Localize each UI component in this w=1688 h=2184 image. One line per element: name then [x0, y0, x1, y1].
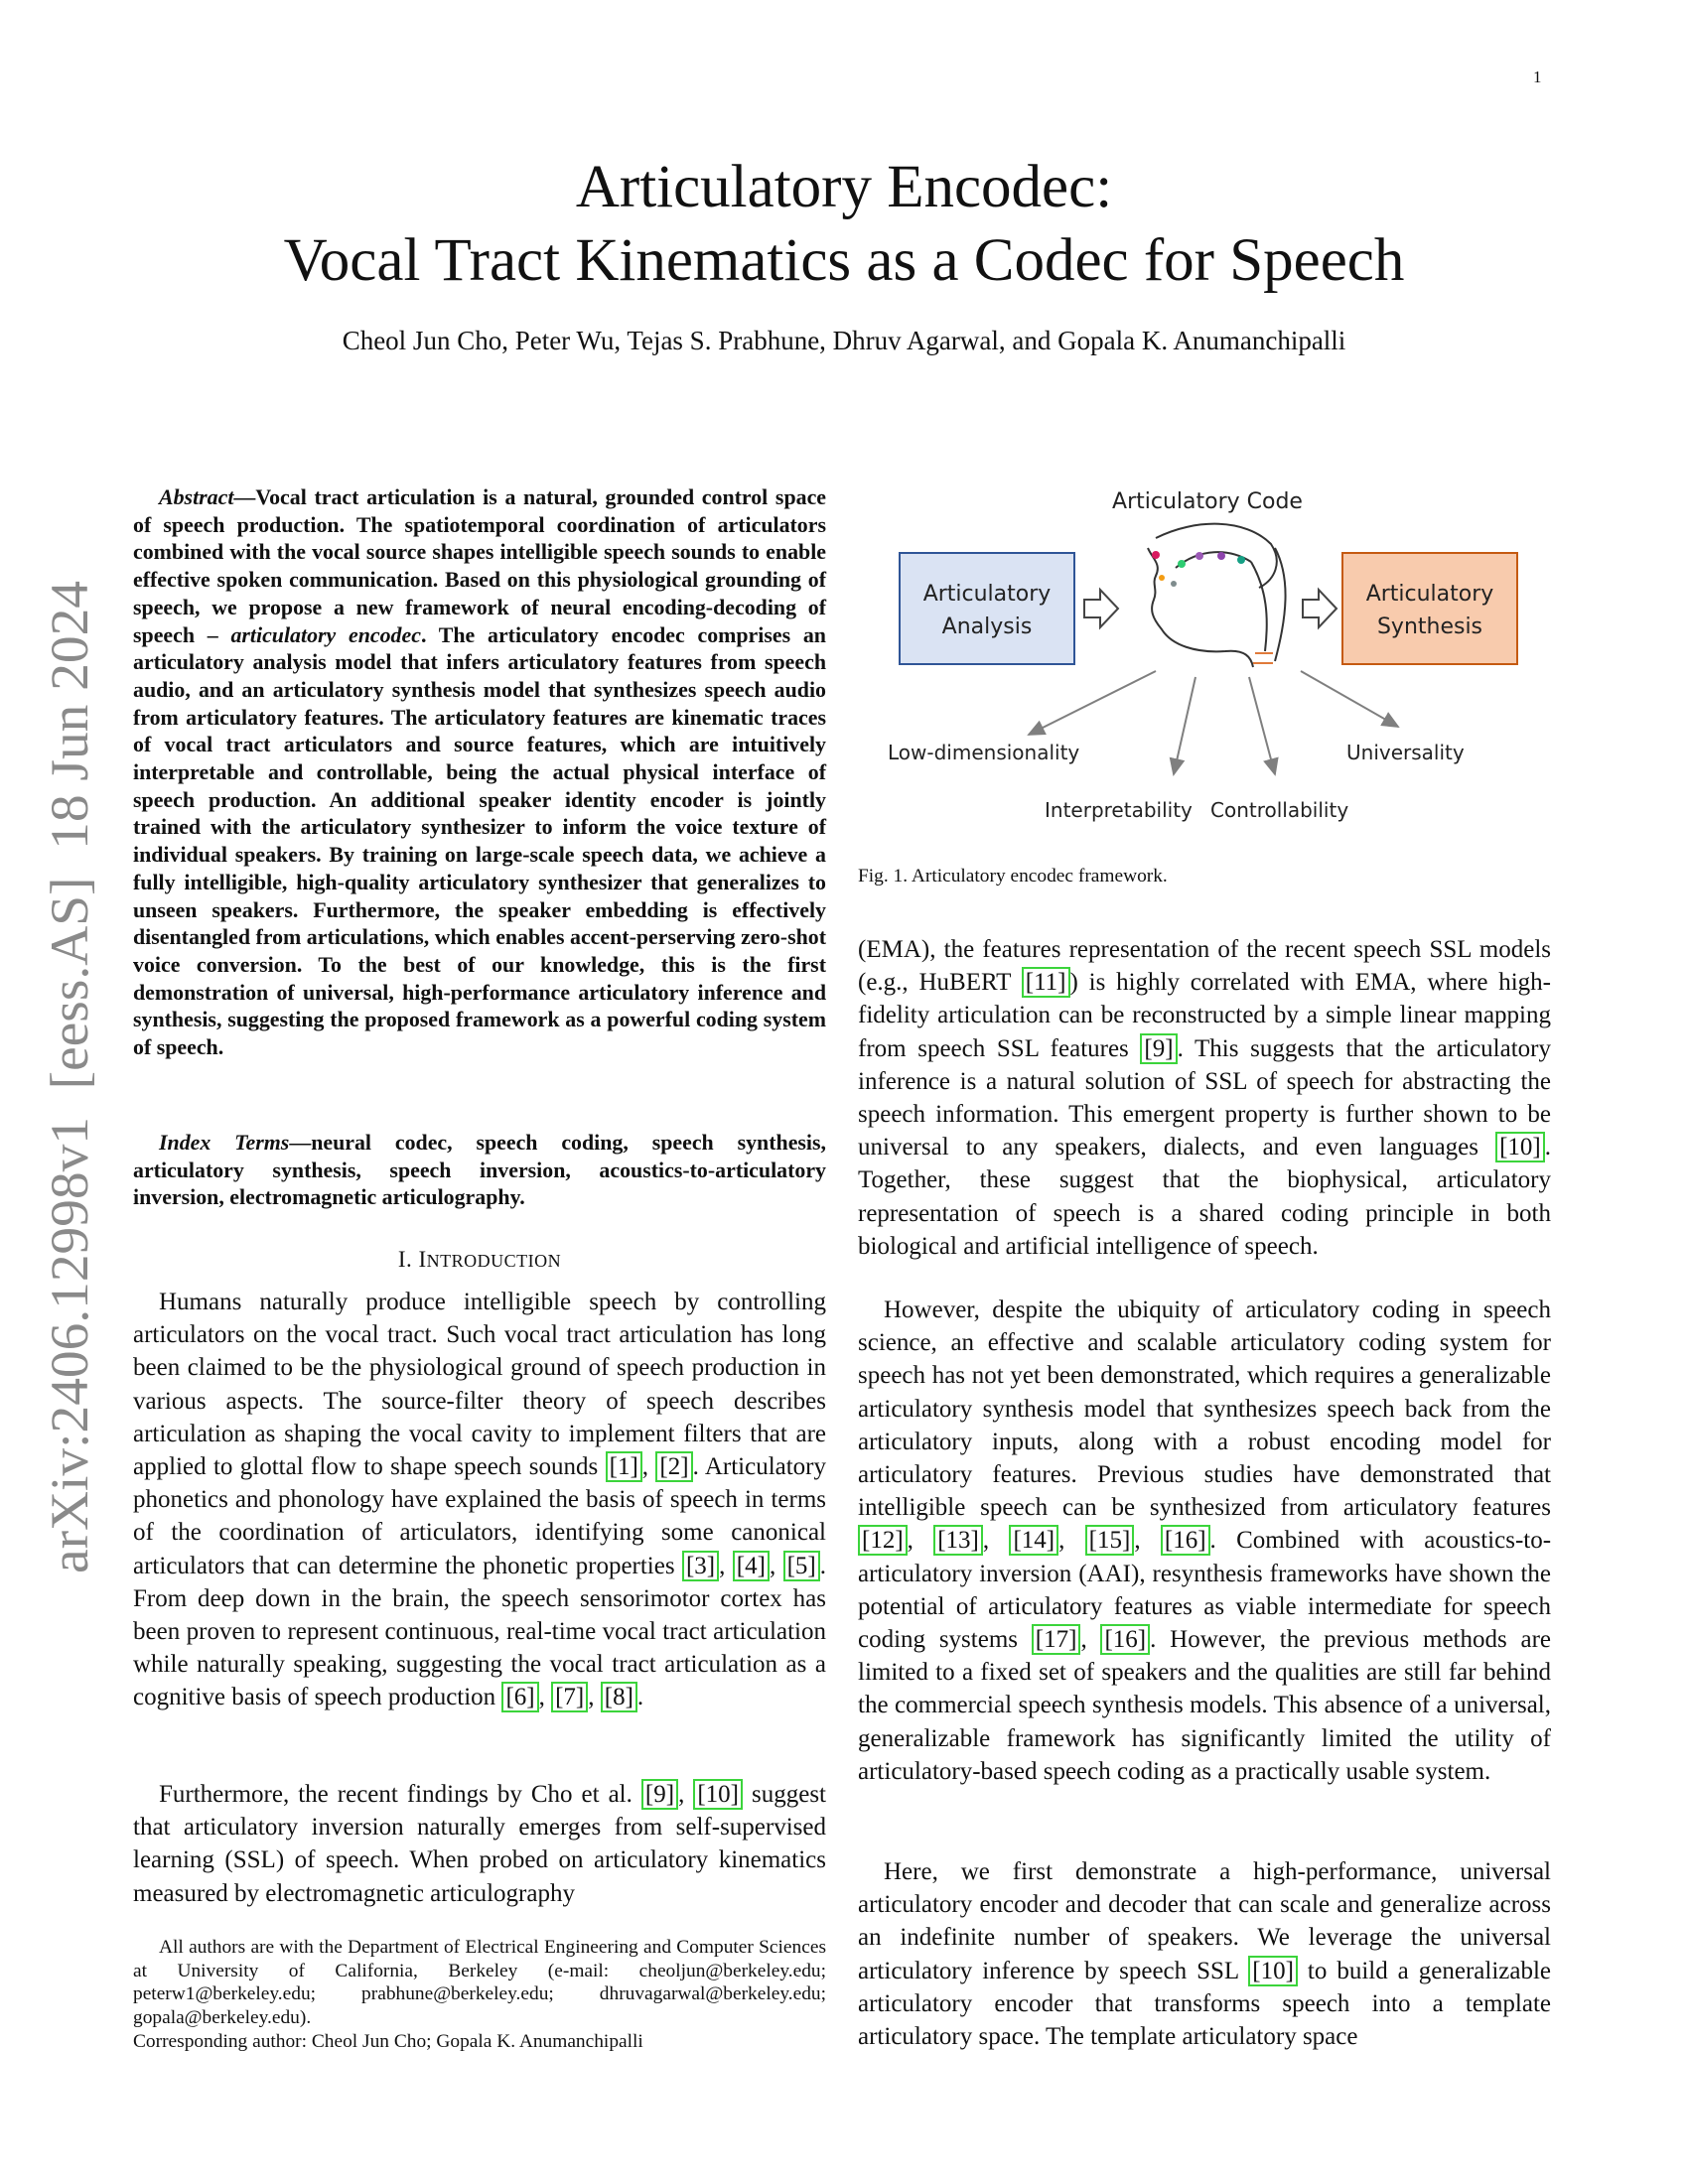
text-run: to build a generalizable articulatory encoder that transforms speech into a template articulatory space. The template articulatory space [858, 1957, 1551, 2051]
figure-caption: Fig. 1. Articulatory encodec framework. [858, 866, 1168, 887]
vocal-folds-mark [1253, 653, 1273, 663]
citation-link[interactable]: [15] [1085, 1525, 1135, 1556]
synthesis-box-line-1: Articulatory [1365, 582, 1494, 607]
text-run: However, despite the ubiquity of articulatory coding in speech science, an effective and scalable articulatory coding system for speech has not yet been demonstrated, which requires a generalizable articulatory synthesis model that synthesizes speech back from the articulatory inputs, along with a robust encoding model for articulatory features. Previous studies have demonstrated that intelligible speech can be synthesized from articulatory features [858, 1297, 1551, 1522]
articulator-sensor [1178, 560, 1186, 568]
abstract-dash: — [233, 484, 256, 509]
text-run: , [769, 1552, 783, 1579]
text-run: , [1080, 1626, 1101, 1654]
abstract-text-1: Vocal tract articulation is a natural, grounded control space of speech production. The spatiotemporal coordination of articulators combined with the vocal source shapes intelligible speech sounds to enable effective spoken communication. Based on this physiological grounding of speech, we propose a new framework of neural encoding-decoding of speech – [133, 484, 826, 647]
index-terms [133, 1129, 826, 1211]
arxiv-stamp-text: arXiv:2406.12998v1 [eess.AS] 18 Jun 2024 [40, 606, 99, 1573]
right-arrow-icon [1303, 590, 1336, 627]
right-paragraph-ema [858, 933, 1551, 1263]
analysis-box-line-1: Articulatory [922, 582, 1052, 607]
citation-link[interactable]: [14] [1009, 1525, 1058, 1556]
citation-link[interactable]: [4] [733, 1551, 770, 1581]
citation-link[interactable]: [16] [1161, 1525, 1210, 1556]
citation-link[interactable]: [9] [641, 1779, 678, 1810]
title-line-2: Vocal Tract Kinematics as a Codec for Speech [283, 227, 1405, 294]
interpretability-label: Interpretability [1045, 798, 1193, 822]
citation-link[interactable]: [12] [858, 1525, 908, 1556]
text-run: Here, we first demonstrate a high-performance, universal articulatory encoder and decoder that can scale and generalize across an indefinite number of speakers. We leverage the universal articulatory inference by speech SSL [858, 1858, 1551, 1984]
text-run: , [982, 1527, 1010, 1555]
citation-link[interactable]: [8] [601, 1682, 637, 1712]
citation-link[interactable]: [16] [1100, 1624, 1150, 1655]
citation-link[interactable]: [7] [551, 1682, 588, 1712]
figure-1 [858, 478, 1551, 846]
citation-link[interactable]: [9] [1140, 1033, 1177, 1064]
articulatory-code-label: Articulatory Code [1112, 489, 1303, 514]
text-run: . Together, these suggest that the biophysical, articulatory representation of speech is a shared coding principle in both biological and artificial intelligence of speech. [858, 1134, 1551, 1260]
text-run: , [538, 1684, 552, 1711]
articulator-sensor [1152, 551, 1160, 559]
index-terms-text: neural codec, speech coding, speech synthesis, articulatory synthesis, speech inversion, acoustics-to-articulatory inversion, electromagnetic articulography. [133, 1130, 826, 1210]
citation-link[interactable]: [3] [682, 1551, 719, 1581]
section-title-rest: NTRODUCTION [426, 1251, 562, 1271]
text-run: ) is highly correlated with EMA, where high-fidelity articulation can be reconstructed by a simple linear mapping from speech SSL features [858, 969, 1551, 1062]
text-run: , [678, 1781, 694, 1808]
low-dimensionality-label: Low-dimensionality [888, 741, 1080, 764]
text-run: . Combined with acoustics-to-articulatory inversion (AAI), resynthesis frameworks have shown the potential of articulatory features as viable intermediate for speech coding systems [858, 1527, 1552, 1654]
text-run: Furthermore, the recent findings by Cho et al. [159, 1781, 641, 1808]
vocal-tract-head-icon [1148, 524, 1286, 667]
text-run: , [1134, 1527, 1161, 1555]
connector-arrow [1249, 677, 1275, 774]
text-run: . However, the previous methods are limited to a fixed set of speakers and the qualities are still far behind the commercial speech synthesis models. This absence of a universal, generalizable framework has significantly limited the utility of articulatory-based speech coding as a practically usable system. [858, 1626, 1552, 1785]
text-run: , [1058, 1527, 1085, 1555]
controllability-label: Controllability [1210, 798, 1349, 822]
index-terms-dash: — [289, 1130, 312, 1155]
text-run: . This suggests that the articulatory inference is a natural solution of SSL of speech for abstracting the speech information. This emergent property is further shown to be universal to any speakers, dialects, and even languages [858, 1034, 1551, 1161]
citation-link[interactable]: [13] [933, 1525, 983, 1556]
articulator-sensor [1196, 552, 1203, 560]
connector-arrow [1029, 671, 1156, 735]
text-run: , [907, 1527, 934, 1555]
synthesis-box-line-2: Synthesis [1376, 614, 1483, 639]
abstract [133, 483, 826, 1061]
citation-link[interactable]: [17] [1032, 1624, 1081, 1655]
citation-link[interactable]: [10] [693, 1779, 743, 1810]
universality-label: Universality [1346, 741, 1465, 764]
connector-arrow [1174, 677, 1196, 774]
text-run: suggest that articulatory inversion naturally emerges from self-supervised learning (SSL) of speech. When probed on articulatory kinematics measured by electromagnetic articulography [133, 1781, 826, 1907]
text-run: . From deep down in the brain, the speech sensorimotor cortex has been proven to represent continuous, real-time vocal tract articulation while naturally speaking, suggesting the vocal tract articulation as a cognitive basis of speech production [133, 1552, 827, 1711]
title-line-1: Articulatory Encodec: [575, 154, 1113, 220]
text-run: . [636, 1684, 644, 1711]
text-run: , [588, 1684, 601, 1711]
right-arrow-icon [1084, 590, 1118, 627]
arxiv-side-stamp [22, 576, 111, 1578]
articulator-sensor [1237, 556, 1245, 564]
text-run: . Articulatory phonetics and phonology have explained the basis of speech in terms of the coordination of articulators, identifying some canonical articulators that can determine the phonetic properties [133, 1453, 827, 1579]
citation-link[interactable]: [2] [655, 1451, 692, 1482]
intro-paragraph-2 [133, 1778, 826, 1910]
affiliation-footnote: All authors are with the Department of Electrical Engineering and Computer Sciences at University of California, Berkeley (e-mail: cheoljun@berkeley.edu; peterw1@berkeley.edu; prabhune@berkeley.edu; dhruvagarwal@berkeley.edu; gopala@berkeley.edu). [133, 1937, 826, 2028]
connector-arrow [1301, 671, 1398, 727]
right-paragraph-however [858, 1294, 1551, 1788]
articulator-sensor [1159, 575, 1165, 581]
paper-title [99, 151, 1589, 298]
abstract-text-2: . The articulatory encodec comprises an articulatory analysis model that infers articulatory features from speech audio, and an articulatory synthesis model that synthesizes speech audio from articulatory features. The articulatory features are kinematic traces of vocal tract articulators and source features, which are intuitively interpretable and controllable, being the actual physical interface of speech production. An additional speaker identity encoder is jointly trained with the articulatory synthesizer to inform the voice texture of individual speakers. By training on large-scale speech data, we achieve a fully intelligible, high-quality articulatory synthesizer that generalizes to unseen speakers. Furthermore, the speaker embedding is effectively disentangled from articulations, which enables accent-perserving zero-shot voice conversion. To the best of our knowledge, this is the first demonstration of universal, high-performance articulatory inference and synthesis, suggesting the proposed framework as a powerful coding system of speech. [133, 621, 826, 1060]
section-first-letter: I [418, 1247, 427, 1272]
citation-link[interactable]: [10] [1248, 1956, 1298, 1986]
index-terms-lead: Index Terms [159, 1130, 290, 1155]
text-run: , [641, 1453, 656, 1481]
section-heading-introduction [133, 1247, 826, 1273]
articulator-sensor [1217, 552, 1225, 560]
citation-link[interactable]: [5] [783, 1551, 820, 1581]
text-run: (EMA), the features representation of the recent speech SSL models (e.g., HuBERT [858, 936, 1551, 997]
analysis-box-line-2: Analysis [941, 614, 1033, 639]
citation-link[interactable]: [1] [606, 1451, 642, 1482]
right-paragraph-here [858, 1855, 1551, 2053]
citation-link[interactable]: [10] [1495, 1132, 1545, 1162]
text-run: , [719, 1552, 733, 1579]
section-number: I. [397, 1247, 419, 1272]
articulatory-synthesis-box [1342, 553, 1517, 664]
citation-link[interactable]: [6] [501, 1682, 538, 1712]
page-number: 1 [1533, 68, 1542, 86]
author-list: Cheol Jun Cho, Peter Wu, Tejas S. Prabhune, Dhruv Agarwal, and Gopala K. Anumanchipalli [342, 326, 1346, 355]
abstract-lead: Abstract [159, 484, 234, 509]
text-run: Humans naturally produce intelligible speech by controlling articulators on the vocal tract. Such vocal tract articulation has long been claimed to be the physiological ground of speech production in various aspects. The source-filter theory of speech describes articulation as shaping the vocal cavity to implement filters that are applied to glottal flow to shape speech sounds [133, 1289, 826, 1481]
abstract-emphasis: articulatory encodec [230, 621, 421, 647]
intro-paragraph-1 [133, 1286, 826, 1714]
citation-link[interactable]: [11] [1022, 967, 1070, 998]
corresponding-author-note: Corresponding author: Cheol Jun Cho; Gopala K. Anumanchipalli [133, 2031, 643, 2052]
articulatory-analysis-box [900, 553, 1074, 664]
articulator-sensor [1171, 581, 1177, 587]
